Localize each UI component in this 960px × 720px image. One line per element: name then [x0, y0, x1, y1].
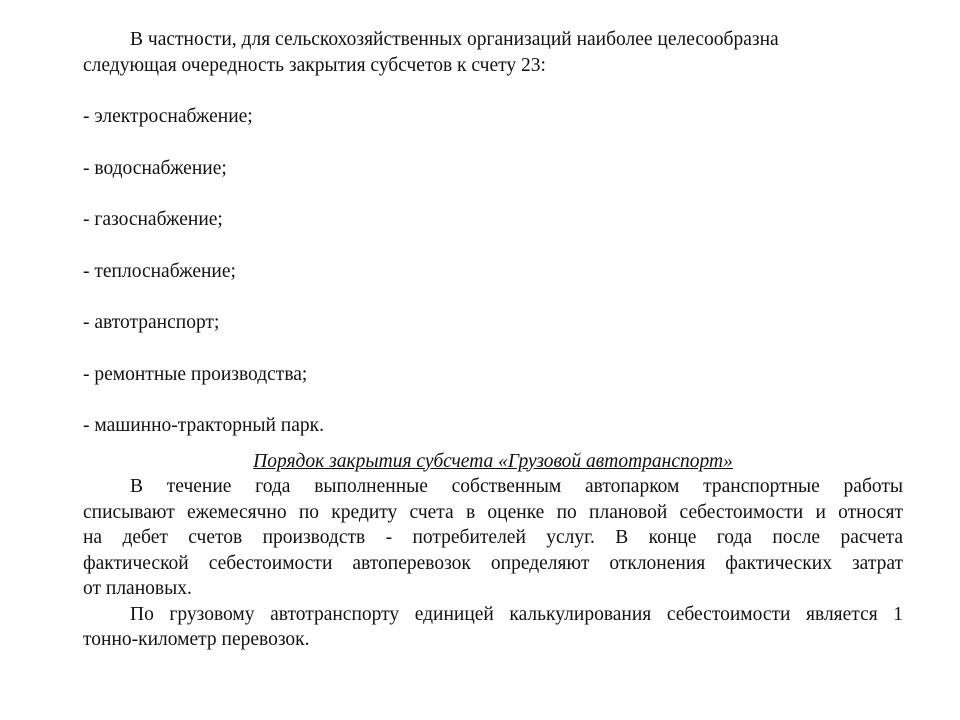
paragraph-costing-unit	[83, 602, 903, 653]
subaccount-order-list	[83, 104, 903, 439]
list-item: - ремонтные производства;	[83, 363, 308, 385]
paragraph-line: фактической себестоимости автоперевозок определяют отклонения фактических затрат	[83, 552, 903, 574]
paragraph-truck-transport	[83, 474, 903, 602]
paragraph-line: списывают ежемесячно по кредиту счета в оценке по плановой себестоимости и относят	[83, 501, 903, 523]
intro-line-2: следующая очередность закрытия субсчетов к счету 23:	[83, 54, 546, 76]
list-item: - водоснабжение;	[83, 157, 227, 179]
paragraph-line: от плановых.	[83, 578, 192, 599]
paragraph-line: на дебет счетов производств - потребителей услуг. В конце года после расчета	[83, 527, 903, 548]
paragraph-line: По грузовому автотранспорту единицей калькулирования себестоимости является 1	[130, 603, 903, 625]
list-item: - машинно-тракторный парк.	[83, 415, 324, 436]
list-item: - теплоснабжение;	[83, 260, 236, 282]
list-item: - электроснабжение;	[83, 106, 253, 127]
list-item: - автотранспорт;	[83, 312, 220, 333]
paragraph-line: тонно-километр перевозок.	[83, 629, 310, 650]
document-body	[83, 27, 903, 653]
list-item: - газоснабжение;	[83, 209, 223, 230]
section-heading: Порядок закрытия субсчета «Грузовой автотранспорт»	[253, 450, 733, 472]
paragraph-line: В течение года выполненные собственным автопарком транспортные работы	[130, 476, 903, 497]
intro-line-1: В частности, для сельскохозяйственных организаций наиболее целесообразна	[130, 29, 779, 50]
